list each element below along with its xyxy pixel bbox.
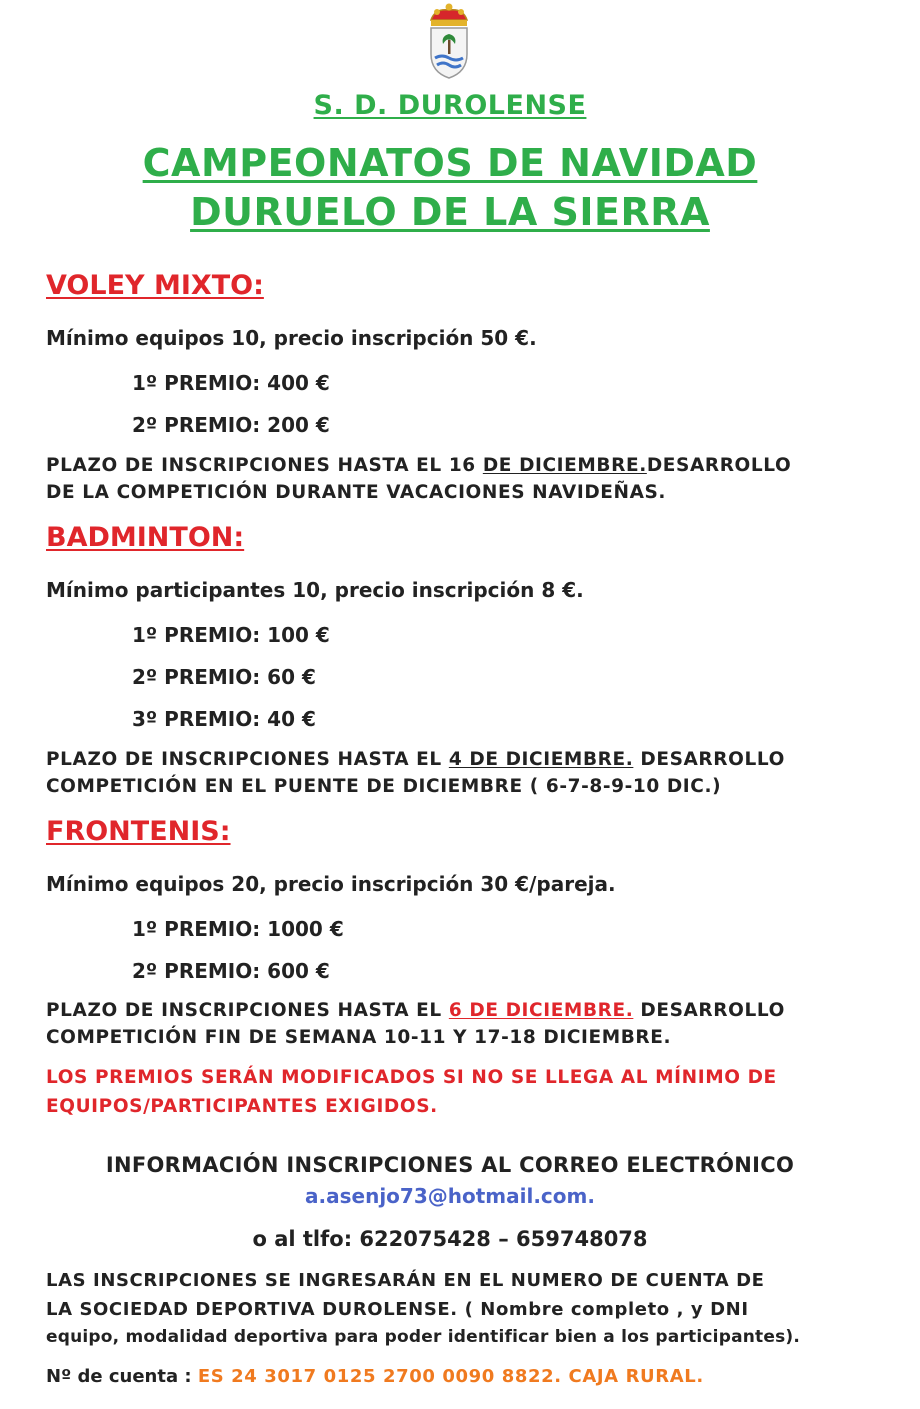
contact-phone: o al tlfo: 622075428 – 659748078 <box>252 1227 648 1251</box>
badminton-minimum: Mínimo participantes 10, precio inscripción 8 €. <box>46 578 584 602</box>
town-crest-icon <box>425 0 473 80</box>
voley-deadline-line1 <box>46 455 791 476</box>
deadline-text: PLAZO DE INSCRIPCIONES HASTA EL 16 <box>46 455 483 476</box>
bank-instructions-line3: equipo, modalidad deportiva para poder identificar bien a los participantes). <box>46 1327 801 1347</box>
contact-email[interactable]: a.asenjo73@hotmail.com. <box>305 1184 595 1208</box>
frontenis-deadline-line2: COMPETICIÓN FIN DE SEMANA 10-11 Y 17-18 DICIEMBRE. <box>46 1027 672 1048</box>
account-label: Nº de cuenta : <box>46 1366 198 1387</box>
frontenis-title: FRONTENIS: <box>46 816 231 847</box>
badminton-title: BADMINTON: <box>46 522 245 553</box>
prize-warning-line1: LOS PREMIOS SERÁN MODIFICADOS SI NO SE LLEGA AL MÍNIMO DE <box>46 1067 777 1088</box>
badminton-prize-1: 1º PREMIO: 100 € <box>132 623 330 647</box>
voley-minimum: Mínimo equipos 10, precio inscripción 50 €. <box>46 326 537 350</box>
frontenis-deadline-line1 <box>46 1000 785 1021</box>
page-title-line2: DURUELO DE LA SIERRA <box>190 190 710 234</box>
frontenis-minimum: Mínimo equipos 20, precio inscripción 30 €/pareja. <box>46 872 616 896</box>
prize-warning-line2: EQUIPOS/PARTICIPANTES EXIGIDOS. <box>46 1096 438 1117</box>
deadline-text: DESARROLLO <box>646 455 792 476</box>
deadline-text: PLAZO DE INSCRIPCIONES HASTA EL <box>46 749 449 770</box>
bank-instructions-line1: LAS INSCRIPCIONES SE INGRESARÁN EN EL NUMERO DE CUENTA DE <box>46 1270 765 1291</box>
badminton-deadline-line2: COMPETICIÓN EN EL PUENTE DE DICIEMBRE ( 6-7-8-9-10 DIC.) <box>46 776 722 797</box>
club-name: S. D. DUROLENSE <box>313 90 587 121</box>
account-number-line <box>46 1366 704 1387</box>
voley-prize-2: 2º PREMIO: 200 € <box>132 413 330 437</box>
voley-title: VOLEY MIXTO: <box>46 270 264 301</box>
account-number: ES 24 3017 0125 2700 0090 8822. CAJA RURAL. <box>197 1366 704 1387</box>
contact-title: INFORMACIÓN INSCRIPCIONES AL CORREO ELECTRÓNICO <box>105 1153 795 1177</box>
deadline-date: DE DICIEMBRE. <box>482 455 647 476</box>
voley-deadline-line2: DE LA COMPETICIÓN DURANTE VACACIONES NAVIDEÑAS. <box>46 482 667 503</box>
badminton-prize-2: 2º PREMIO: 60 € <box>132 665 316 689</box>
badminton-deadline-line1 <box>46 749 785 770</box>
deadline-date: 6 DE DICIEMBRE. <box>448 1000 634 1021</box>
deadline-text: DESARROLLO <box>633 749 785 770</box>
voley-prize-1: 1º PREMIO: 400 € <box>132 371 330 395</box>
frontenis-prize-2: 2º PREMIO: 600 € <box>132 959 330 983</box>
deadline-text: DESARROLLO <box>633 1000 785 1021</box>
bank-instructions-line2: LA SOCIEDAD DEPORTIVA DUROLENSE. ( Nombre completo , y DNI <box>46 1299 749 1320</box>
frontenis-prize-1: 1º PREMIO: 1000 € <box>132 917 344 941</box>
deadline-date: 4 DE DICIEMBRE. <box>448 749 634 770</box>
badminton-prize-3: 3º PREMIO: 40 € <box>132 707 316 731</box>
page-title-line1: CAMPEONATOS DE NAVIDAD <box>142 141 758 185</box>
deadline-text: PLAZO DE INSCRIPCIONES HASTA EL <box>46 1000 449 1021</box>
